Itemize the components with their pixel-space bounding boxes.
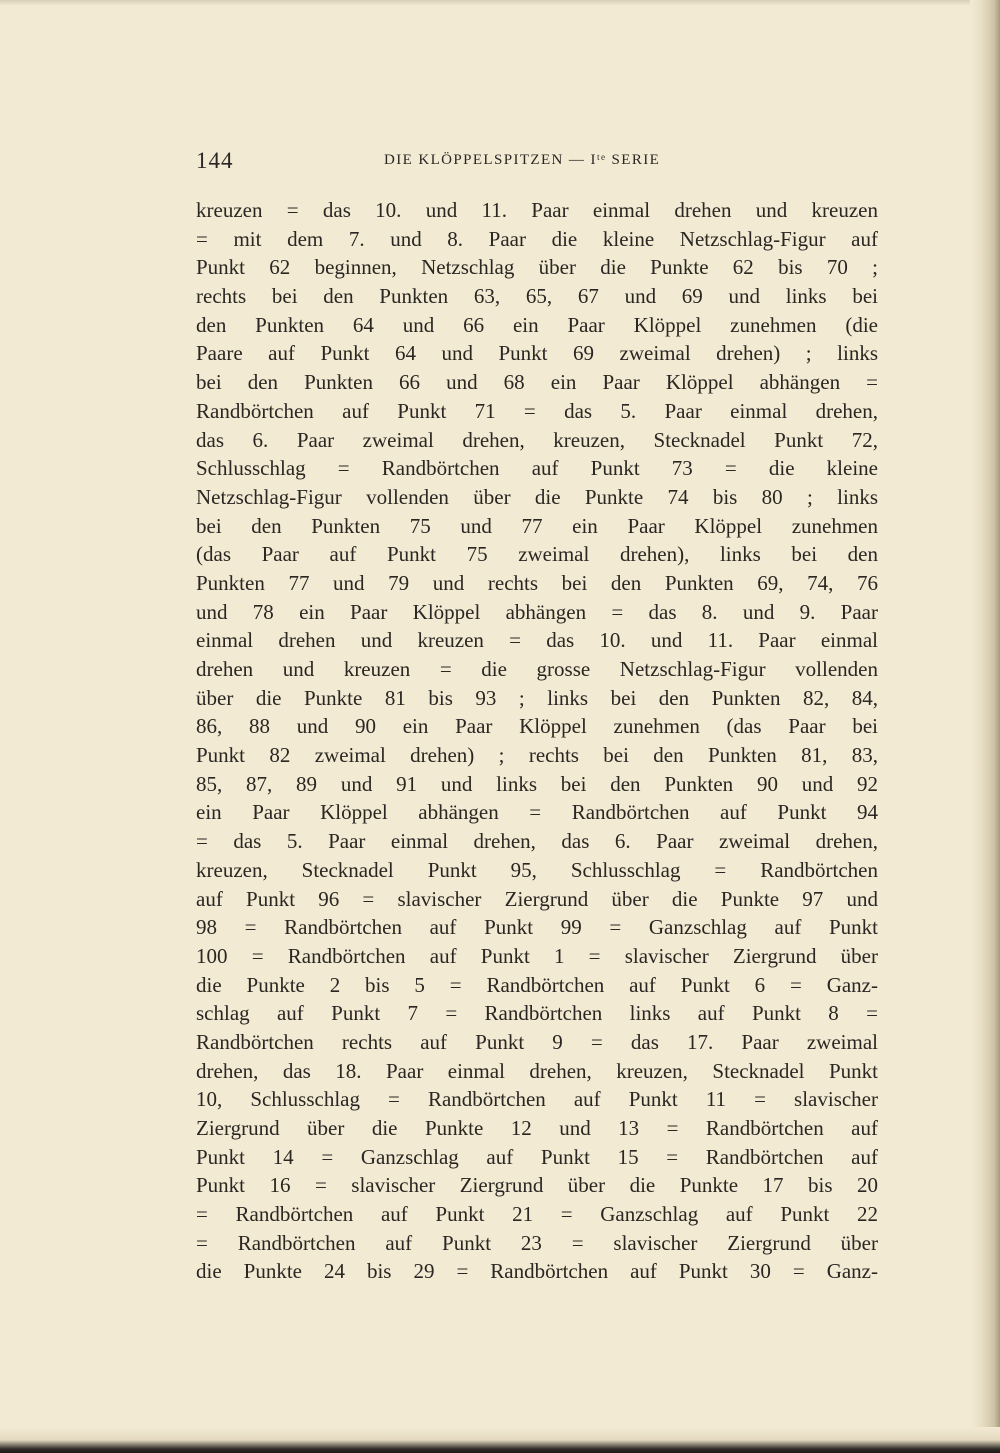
text-line: die Punkte 2 bis 5 = Randbörtchen auf Punkt 6 = Ganz- bbox=[196, 972, 878, 997]
text-line: Randbörtchen rechts auf Punkt 9 = das 17. Paar zweimal bbox=[196, 1029, 878, 1054]
text-line: Punkten 77 und 79 und rechts bei den Punkten 69, 74, 76 bbox=[196, 570, 878, 595]
text-line: = Randbörtchen auf Punkt 21 = Ganzschlag auf Punkt 22 bbox=[196, 1202, 878, 1227]
page-number: 144 bbox=[196, 148, 234, 173]
text-line: 98 = Randbörtchen auf Punkt 99 = Ganzschlag auf Punkt bbox=[196, 915, 878, 940]
text-line: kreuzen = das 10. und 11. Paar einmal drehen und kreuzen bbox=[196, 198, 878, 222]
text-line: Punkt 14 = Ganzschlag auf Punkt 15 = Randbörtchen auf bbox=[196, 1144, 878, 1169]
text-line: 86, 88 und 90 ein Paar Klöppel zunehmen (das Paar bei bbox=[196, 714, 878, 739]
page-bottom-edge bbox=[0, 1427, 1000, 1453]
text-line: bei den Punkten 75 und 77 ein Paar Klöppel zunehmen bbox=[196, 513, 878, 538]
text-line: Punkt 16 = slavischer Ziergrund über die Punkte 17 bis 20 bbox=[196, 1173, 878, 1198]
running-head bbox=[196, 148, 878, 178]
text-line: Paare auf Punkt 64 und Punkt 69 zweimal drehen) ; links bbox=[196, 341, 878, 366]
text-line: Ziergrund über die Punkte 12 und 13 = Randbörtchen auf bbox=[196, 1116, 878, 1140]
text-line: einmal drehen und kreuzen = das 10. und 11. Paar einmal bbox=[196, 628, 878, 653]
text-line: drehen, das 18. Paar einmal drehen, kreuzen, Stecknadel Punkt bbox=[196, 1058, 878, 1083]
text-line: die Punkte 24 bis 29 = Randbörtchen auf Punkt 30 = Ganz- bbox=[196, 1259, 878, 1284]
text-line: drehen und kreuzen = die grosse Netzschlag-Figur vollenden bbox=[196, 657, 878, 681]
page-right-edge bbox=[970, 0, 1000, 1453]
text-line: (das Paar auf Punkt 75 zweimal drehen), links bei den bbox=[196, 542, 878, 567]
text-line: über die Punkte 81 bis 93 ; links bei den Punkten 82, 84, bbox=[196, 685, 878, 710]
text-line: 85, 87, 89 und 91 und links bei den Punkten 90 und 92 bbox=[196, 771, 878, 796]
text-line: den Punkten 64 und 66 ein Paar Klöppel zunehmen (die bbox=[196, 312, 878, 337]
text-line: auf Punkt 96 = slavischer Ziergrund über die Punkte 97 und bbox=[196, 886, 878, 911]
text-line: Schlusschlag = Randbörtchen auf Punkt 73 = die kleine bbox=[196, 456, 878, 481]
text-line: kreuzen, Stecknadel Punkt 95, Schlusschlag = Randbörtchen bbox=[196, 857, 878, 882]
text-line: Netzschlag-Figur vollenden über die Punkte 74 bis 80 ; links bbox=[196, 484, 878, 509]
text-line: schlag auf Punkt 7 = Randbörtchen links auf Punkt 8 = bbox=[196, 1001, 878, 1026]
text-line: Randbörtchen auf Punkt 71 = das 5. Paar einmal drehen, bbox=[196, 398, 878, 423]
text-line: = das 5. Paar einmal drehen, das 6. Paar zweimal drehen, bbox=[196, 829, 878, 854]
body-text bbox=[196, 196, 878, 1286]
running-title: DIE KLÖPPELSPITZEN — Iᵗᵉ SERIE bbox=[384, 152, 661, 168]
text-line: Punkt 82 zweimal drehen) ; rechts bei den Punkten 81, 83, bbox=[196, 743, 878, 768]
text-line: bei den Punkten 66 und 68 ein Paar Klöppel abhängen = bbox=[196, 370, 878, 395]
text-line: 100 = Randbörtchen auf Punkt 1 = slavischer Ziergrund über bbox=[196, 943, 878, 968]
text-line: 10, Schlusschlag = Randbörtchen auf Punkt 11 = slavischer bbox=[196, 1087, 878, 1112]
text-line: rechts bei den Punkten 63, 65, 67 und 69 und links bei bbox=[196, 284, 878, 309]
text-line: = Randbörtchen auf Punkt 23 = slavischer Ziergrund über bbox=[196, 1230, 878, 1255]
text-line: ein Paar Klöppel abhängen = Randbörtchen auf Punkt 94 bbox=[196, 800, 878, 825]
text-line: das 6. Paar zweimal drehen, kreuzen, Stecknadel Punkt 72, bbox=[196, 427, 878, 452]
text-line: Punkt 62 beginnen, Netzschlag über die Punkte 62 bis 70 ; bbox=[196, 255, 878, 280]
text-line: und 78 ein Paar Klöppel abhängen = das 8. und 9. Paar bbox=[196, 599, 878, 624]
page-top-edge bbox=[0, 0, 1000, 6]
text-line: = mit dem 7. und 8. Paar die kleine Netzschlag-Figur auf bbox=[196, 226, 878, 251]
